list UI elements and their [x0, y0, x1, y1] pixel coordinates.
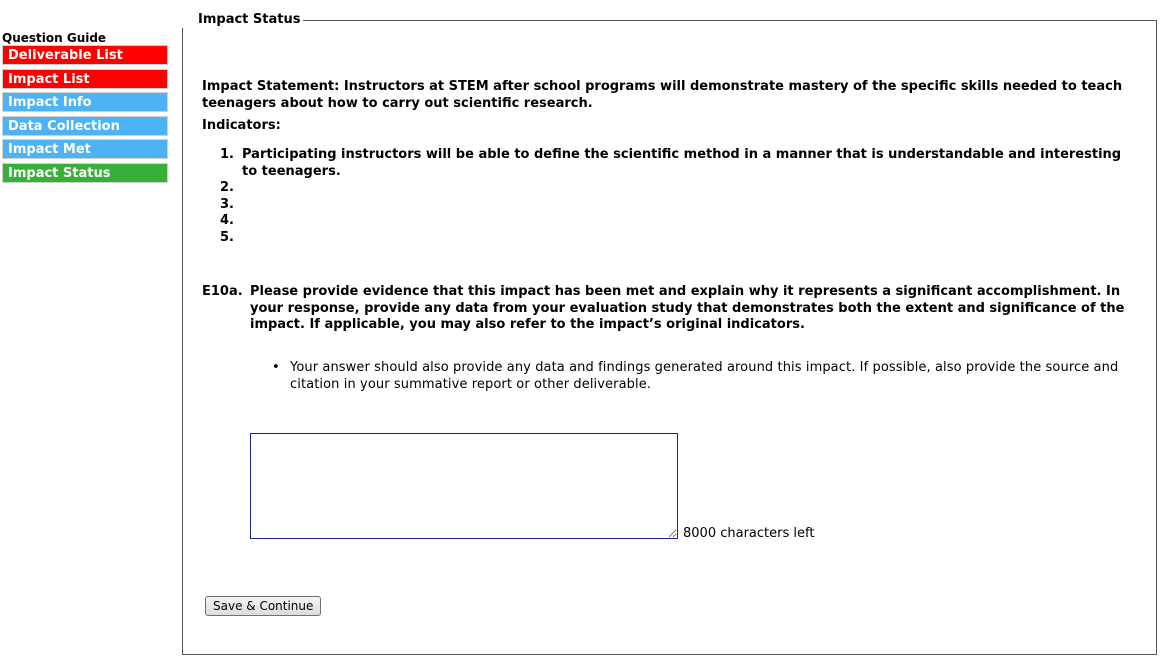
indicators-list [202, 147, 1137, 246]
sidebar-item-deliverable-list[interactable]: Deliverable List [2, 45, 168, 65]
impact-statement: Impact Statement: Instructors at STEM after school programs will demonstrate mastery of the specific skills needed to teach teenagers about how to carry out scientific research. [202, 79, 1123, 111]
guidance-text: Your answer should also provide any data and findings generated around this impact. If possible, also provide the source and citation in your summative report or other deliverable. [290, 360, 1119, 392]
sidebar-item-impact-met[interactable]: Impact Met [2, 139, 168, 159]
indicator-number: 1. [220, 147, 234, 162]
sidebar-title: Question Guide [2, 31, 107, 45]
guidance-bullet [272, 360, 1132, 393]
characters-left-counter: 8000 characters left [683, 526, 815, 541]
question-number: E10a. [202, 284, 243, 299]
indicator-item [202, 230, 1137, 247]
sidebar-item-data-collection[interactable]: Data Collection [2, 116, 168, 136]
bullet-icon: • [272, 360, 280, 375]
question-e10a [202, 284, 1137, 334]
panel-legend-text: Impact Status [198, 12, 301, 27]
sidebar-item-impact-list[interactable]: Impact List [2, 69, 168, 89]
indicator-number: 5. [220, 229, 234, 245]
question-text: Please provide evidence that this impact has been met and explain why it represents a significant accomplishment. In your response, provide any data from your evaluation study that demonstrates both the extent and significance of the impact. If applicable, you may also refer to the impact’s original indicators. [250, 284, 1125, 332]
indicator-item [202, 197, 1137, 214]
indicator-number: 2. [220, 180, 234, 195]
panel-legend [182, 12, 303, 28]
impact-status-panel [182, 20, 1157, 655]
indicator-item [202, 180, 1137, 197]
save-continue-button[interactable]: Save & Continue [205, 596, 321, 616]
indicator-item [202, 147, 1137, 180]
indicator-number: 4. [220, 213, 234, 228]
indicator-item [202, 213, 1137, 230]
sidebar-item-impact-status[interactable]: Impact Status [2, 163, 168, 183]
indicator-text: Participating instructors will be able to define the scientific method in a manner that is understandable and interesting to teenagers. [242, 147, 1122, 179]
sidebar-item-impact-info[interactable]: Impact Info [2, 92, 168, 112]
indicators-label: Indicators: [202, 118, 281, 133]
question-guide-sidebar [2, 31, 168, 186]
answer-textarea[interactable] [250, 433, 678, 539]
indicator-number: 3. [220, 196, 234, 212]
